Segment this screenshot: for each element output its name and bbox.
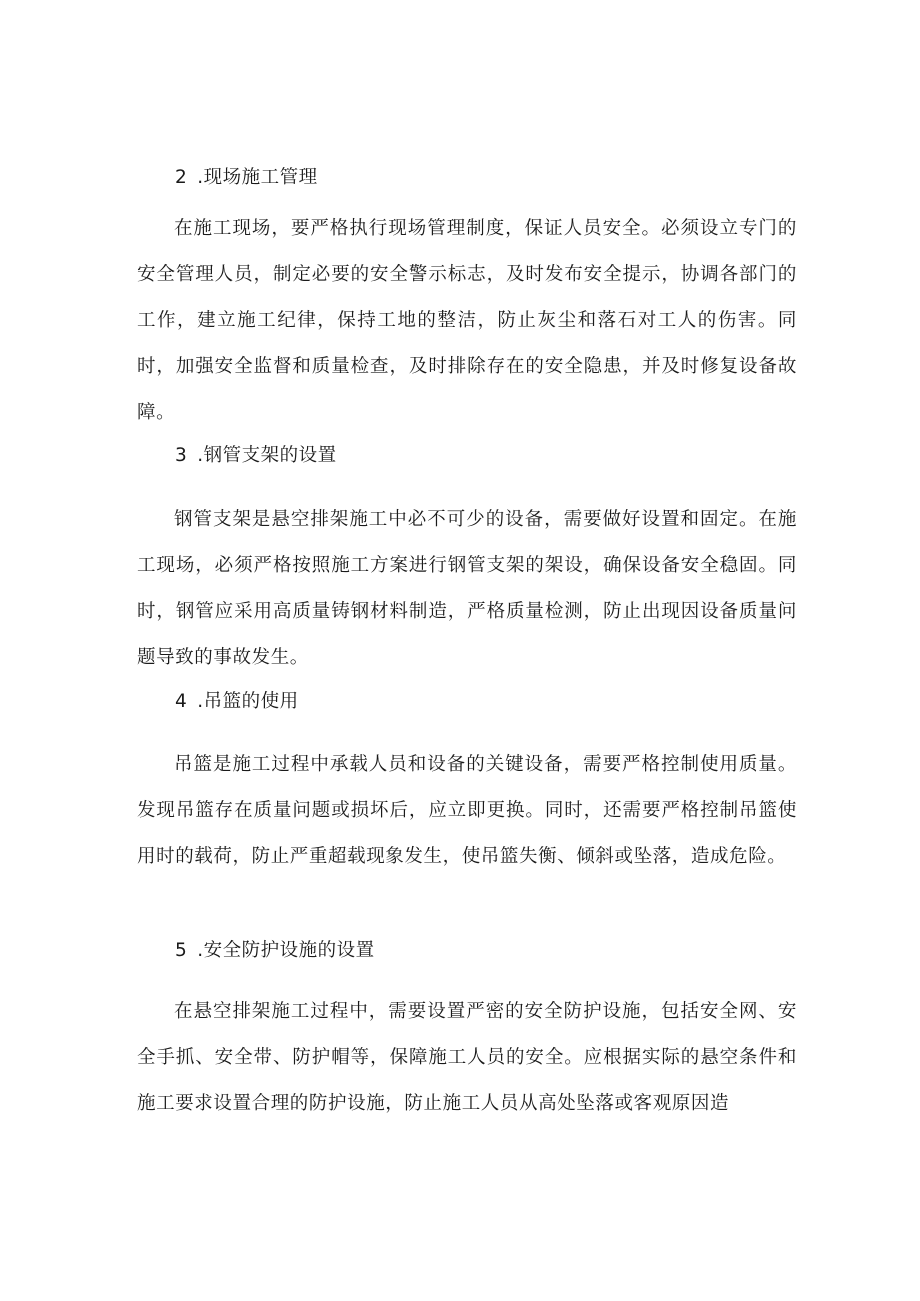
- section-number: 3: [175, 445, 188, 466]
- section-heading-3: [175, 444, 337, 468]
- section-title: .吊篮的使用: [197, 691, 299, 712]
- section-body-3: 钢管支架是悬空排架施工中必不可少的设备，需要做好设置和固定。在施工现场，必须严格按照施工方案进行钢管支架的架设，确保设备安全稳固。同时，钢管应采用高质量铸钢材料制造，严格质量检测，防止出现因设备质量问题导致的事故发生。: [137, 509, 797, 668]
- section-body-4: 吊篮是施工过程中承载人员和设备的关键设备，需要严格控制使用质量。发现吊篮存在质量问题或损坏后，应立即更换。同时，还需要严格控制吊篮使用时的载荷，防止严重超载现象发生，使吊篮失衡、倾斜或坠落，造成危险。: [137, 754, 797, 867]
- section-number: 2: [175, 167, 188, 188]
- section-body-2: 在施工现场，要严格执行现场管理制度，保证人员安全。必须设立专门的安全管理人员，制定必要的安全警示标志，及时发布安全提示，协调各部门的工作，建立施工纪律，保持工地的整洁，防止灰尘和落石对工人的伤害。同时，加强安全监督和质量检查，及时排除存在的安全隐患，并及时修复设备故障。: [137, 218, 797, 423]
- section-title: .安全防护设施的设置: [197, 940, 375, 961]
- section-title: .现场施工管理: [197, 167, 318, 188]
- section-heading-2: [175, 166, 318, 190]
- section-number: 5: [175, 940, 188, 961]
- section-title: .钢管支架的设置: [197, 445, 337, 466]
- section-number: 4: [175, 691, 188, 712]
- section-heading-5: [175, 939, 375, 963]
- section-body-5: 在悬空排架施工过程中，需要设置严密的安全防护设施，包括安全网、安全手抓、安全带、防护帽等，保障施工人员的安全。应根据实际的悬空条件和施工要求设置合理的防护设施，防止施工人员从高处坠落或客观原因造: [137, 1001, 797, 1114]
- section-heading-4: [175, 690, 299, 714]
